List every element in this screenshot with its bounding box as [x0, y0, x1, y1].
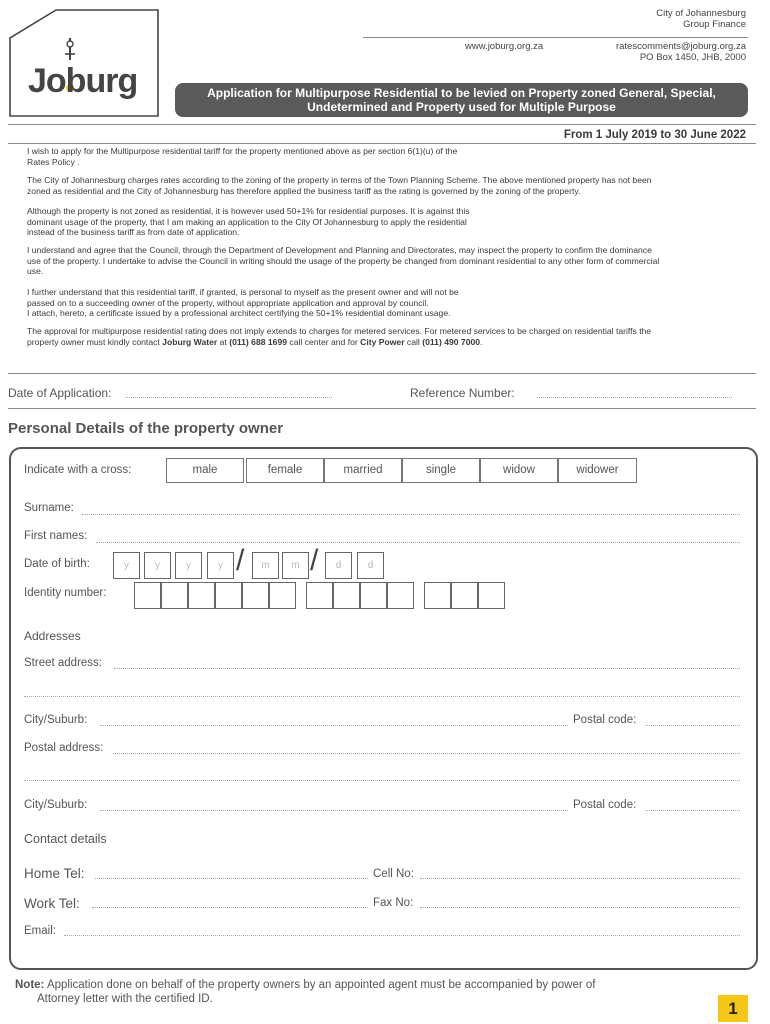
fax-no-label: Fax No: [373, 897, 414, 909]
dob-month-2[interactable]: m [282, 552, 309, 579]
street-city-suburb-label: City/Suburb: [24, 714, 88, 726]
id-digit[interactable] [215, 582, 242, 609]
text-line: Although the property is not zoned as residential, it is however used 50+1% for residential purposes. It is against this [27, 206, 470, 216]
dob-year-4[interactable]: y [207, 552, 234, 579]
paragraph-2 [27, 175, 762, 196]
street-address-field[interactable] [114, 668, 740, 669]
city-power-phone: (011) 490 7000 [422, 336, 481, 347]
note-line-1 [15, 978, 705, 992]
city-power: City Power [360, 336, 405, 347]
option-widow[interactable]: widow [480, 458, 558, 483]
text-line: use. [27, 266, 44, 276]
option-widower[interactable]: widower [558, 458, 637, 483]
joburg-logo [8, 8, 160, 118]
postal-address-label: Postal address: [24, 742, 104, 754]
divider [8, 124, 756, 125]
text-line: use of the property. I undertake to advise the Council in writing should the usage of the property be changed from dominant residential to any other form of commercial [27, 255, 660, 266]
id-digit[interactable] [306, 582, 333, 609]
first-names-field[interactable] [96, 542, 740, 543]
date-separator: / [310, 544, 319, 577]
dob-year-1[interactable]: y [113, 552, 140, 579]
postal-address-field[interactable] [113, 753, 740, 754]
org-line-2: Group Finance [683, 19, 746, 30]
joburg-water: Joburg Water [162, 336, 218, 347]
text-line: I wish to apply for the Multipurpose residential tariff for the property mentioned above as per section 6(1)(u) of the [27, 146, 458, 156]
org-line-1: City of Johannesburg [656, 8, 746, 19]
divider [8, 373, 756, 374]
id-digit[interactable] [134, 582, 161, 609]
header-divider [363, 37, 748, 38]
id-digit[interactable] [333, 582, 360, 609]
date-of-application-field[interactable] [125, 397, 332, 398]
id-digit[interactable] [424, 582, 451, 609]
option-married[interactable]: married [324, 458, 402, 483]
divider [8, 408, 756, 409]
home-tel-label: Home Tel: [24, 866, 85, 881]
text-span: call [404, 336, 423, 347]
organisation-name [656, 8, 746, 30]
logo-wordmark: Joburg [28, 62, 138, 100]
paragraph-1 [27, 146, 762, 167]
page-number-badge: 1 [718, 995, 748, 1022]
text-line: passed on to a succeeding owner of the property, without appropriate application and approval by council. [27, 297, 429, 308]
street-city-suburb-field[interactable] [100, 725, 568, 726]
street-address-field-line-2[interactable] [24, 696, 740, 697]
dob-label: Date of birth: [24, 558, 90, 570]
contact-details-heading: Contact details [24, 832, 107, 846]
cell-no-field[interactable] [420, 878, 740, 879]
text-line: I further understand that this residential tariff, if granted, is personal to myself as the present owner and will not be [27, 287, 459, 297]
dob-year-2[interactable]: y [144, 552, 171, 579]
paragraph-4 [27, 245, 762, 277]
text-line: The City of Johannesburg charges rates according to the zoning of the property in terms of the Town Planning Scheme. The above mentioned property has not been [27, 175, 652, 185]
option-male[interactable]: male [166, 458, 244, 483]
text-span: at [217, 336, 230, 347]
id-digit[interactable] [478, 582, 505, 609]
text-line [27, 337, 762, 348]
paragraph-3 [27, 206, 762, 238]
street-address-label: Street address: [24, 657, 102, 669]
form-title-line-2: Undetermined and Property used for Multiple Purpose [307, 100, 616, 114]
reference-number-field[interactable] [537, 397, 732, 398]
date-of-application-label: Date of Application: [8, 386, 112, 400]
email-field[interactable] [64, 935, 740, 936]
note-label: Note: [15, 979, 45, 991]
validity-period: From 1 July 2019 to 30 June 2022 [563, 129, 746, 141]
personal-details-box [9, 447, 758, 970]
id-digit[interactable] [360, 582, 387, 609]
form-title-line-1: Application for Multipurpose Residential to be levied on Property zoned General, Special, [207, 86, 716, 100]
surname-label: Surname: [24, 502, 74, 514]
text-line: The approval for multipurpose residential rating does not imply extends to charges for metered services. For metered services to be charged on residential tariffs the [27, 326, 652, 336]
postal-city-suburb-label: City/Suburb: [24, 799, 88, 811]
id-digit[interactable] [451, 582, 478, 609]
divider [8, 143, 756, 144]
text-line: I attach, hereto, a certificate issued by a professional architect certifying the 50+1% residential dominant usage. [27, 308, 451, 318]
text-line: Rates Policy . [27, 156, 80, 167]
date-separator: / [236, 544, 245, 577]
work-tel-field[interactable] [92, 907, 368, 908]
text-line: dominant usage of the property, that I am making an application to the City Of Johannesburg to apply the residential [27, 216, 467, 227]
id-digit[interactable] [269, 582, 296, 609]
website-link[interactable]: www.joburg.org.za [465, 41, 544, 52]
id-digit[interactable] [161, 582, 188, 609]
text-span: . [480, 336, 483, 347]
postal-address-field-line-2[interactable] [24, 780, 740, 781]
text-line: I understand and agree that the Council, through the Department of Development and Planning and Directorates, may inspect the property to confirm the dominance [27, 245, 652, 255]
home-tel-field[interactable] [95, 878, 368, 879]
street-postal-code-label: Postal code: [573, 714, 637, 726]
option-single[interactable]: single [402, 458, 480, 483]
id-digit[interactable] [242, 582, 269, 609]
postal-postal-code-label: Postal code: [573, 799, 637, 811]
dob-day-2[interactable]: d [357, 552, 384, 579]
joburg-water-phone: (011) 688 1699 [229, 336, 288, 347]
cell-no-label: Cell No: [373, 868, 414, 880]
dob-year-3[interactable]: y [175, 552, 202, 579]
form-title [175, 83, 748, 117]
option-female[interactable]: female [246, 458, 324, 483]
work-tel-label: Work Tel: [24, 896, 80, 911]
text-line: zoned as residential and the City of Johannesburg has therefore applied the business tariff as the rating is governed by the zoning of the property. [27, 185, 581, 196]
dob-day-1[interactable]: d [325, 552, 352, 579]
contact-address [616, 41, 746, 63]
surname-field[interactable] [82, 514, 740, 515]
first-names-label: First names: [24, 530, 88, 542]
dob-month-1[interactable]: m [252, 552, 279, 579]
id-digit[interactable] [188, 582, 215, 609]
text-span: property owner must kindly contact [27, 336, 163, 347]
note-line-2: Attorney letter with the certified ID. [37, 993, 213, 1005]
note-text: Application done on behalf of the property owners by an appointed agent must be accompanied by power of [44, 979, 596, 991]
reference-number-label: Reference Number: [410, 386, 515, 400]
street-postal-code-field[interactable] [645, 725, 740, 726]
postal-postal-code-field[interactable] [645, 810, 740, 811]
section-title: Personal Details of the property owner [8, 420, 284, 437]
text-span: call center and for [287, 336, 361, 347]
id-number-label: Identity number: [24, 587, 107, 599]
id-digit[interactable] [387, 582, 414, 609]
paragraph-6 [27, 326, 762, 347]
email-label: Email: [24, 925, 56, 937]
paragraph-5 [27, 287, 762, 319]
footer-note [15, 978, 705, 1006]
indicate-cross-label: Indicate with a cross: [24, 464, 132, 476]
addresses-heading: Addresses [24, 629, 81, 643]
po-box: PO Box 1450, JHB, 2000 [639, 52, 746, 63]
text-line: instead of the business tariff as from date of application. [27, 227, 240, 237]
postal-city-suburb-field[interactable] [100, 810, 568, 811]
email-link[interactable]: ratescomments@joburg.org.za [615, 41, 746, 52]
fax-no-field[interactable] [420, 907, 740, 908]
